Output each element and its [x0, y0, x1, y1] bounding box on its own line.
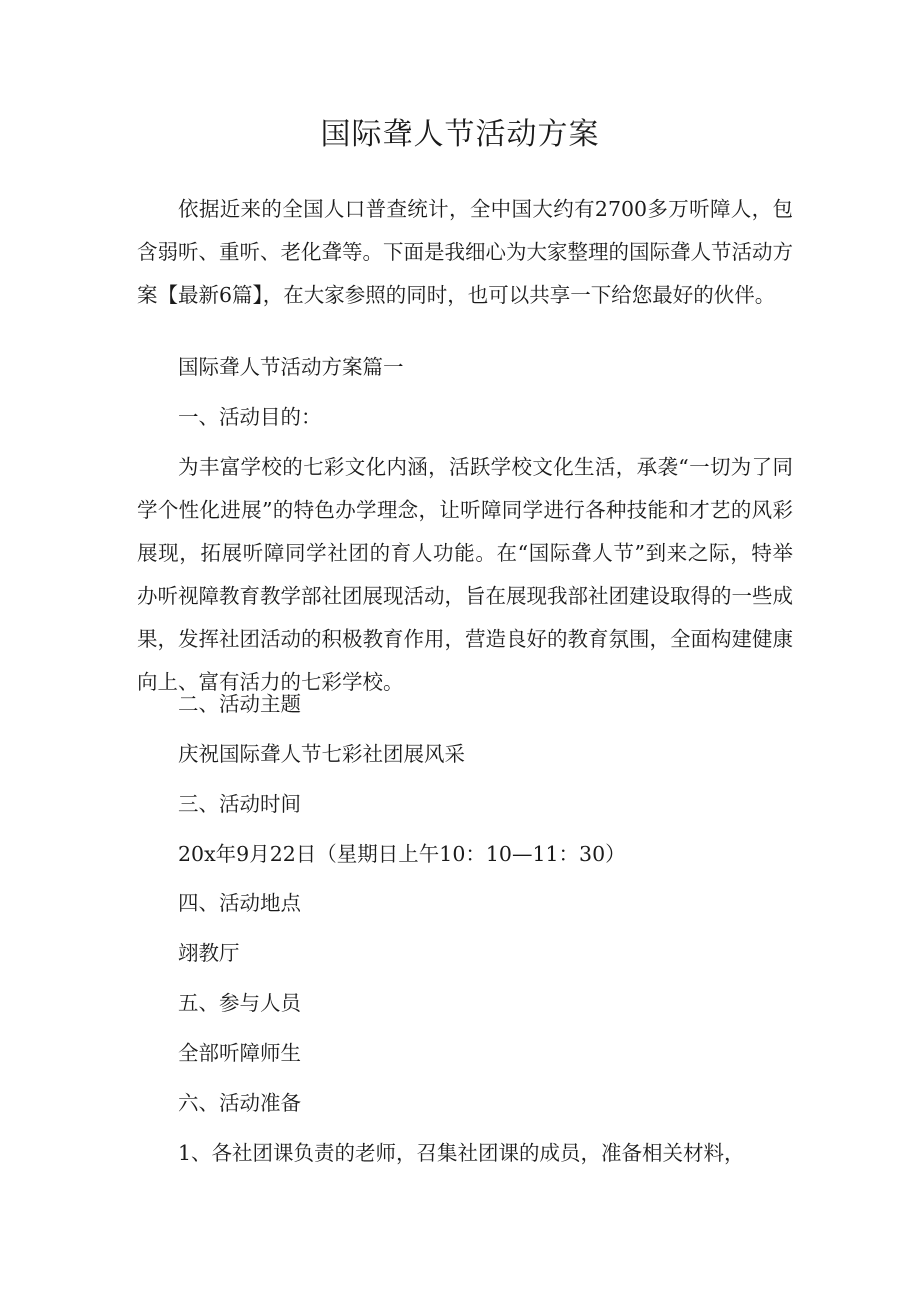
intro-paragraph: 依据近来的全国人口普查统计，全中国大约有2700多万听障人，包含弱听、重听、老化聋等。下面是我细心为大家整理的国际聋人节活动方案【最新6篇】，在大家参照的同时，也可以共享一下给您最好的伙伴。 [137, 197, 793, 307]
prep-heading: 六、活动准备 [178, 1091, 301, 1115]
theme-heading: 二、活动主题 [178, 692, 301, 716]
place-heading: 四、活动地点 [178, 891, 301, 915]
document-title: 国际聋人节活动方案 [320, 117, 600, 152]
people-body: 全部听障师生 [178, 1041, 301, 1065]
section-heading: 国际聋人节活动方案篇一 [178, 355, 404, 379]
place-body: 翊教厅 [178, 941, 240, 965]
theme-body: 庆祝国际聋人节七彩社团展风采 [178, 742, 465, 766]
purpose-heading: 一、活动目的： [178, 405, 322, 429]
prep-item: 1、各社团课负责的老师，召集社团课的成员，准备相关材料， [178, 1141, 745, 1165]
time-body: 20x年9月22日（星期日上午10：10—11：30） [178, 842, 626, 866]
time-heading: 三、活动时间 [178, 792, 301, 816]
purpose-paragraph: 为丰富学校的七彩文化内涵，活跃学校文化生活，承袭“一切为了同学个性化进展”的特色办学理念，让听障同学进行各种技能和才艺的风彩展现，拓展听障同学社团的育人功能。在“国际聋人节”到来之际，特举办听视障教育教学部社团展现活动，旨在展现我部社团建设取得的一些成果，发挥社团活动的积极教育作用，营造良好的教育氛围，全面构建健康向上、富有活力的七彩学校。 [137, 455, 793, 694]
people-heading: 五、参与人员 [178, 991, 301, 1015]
